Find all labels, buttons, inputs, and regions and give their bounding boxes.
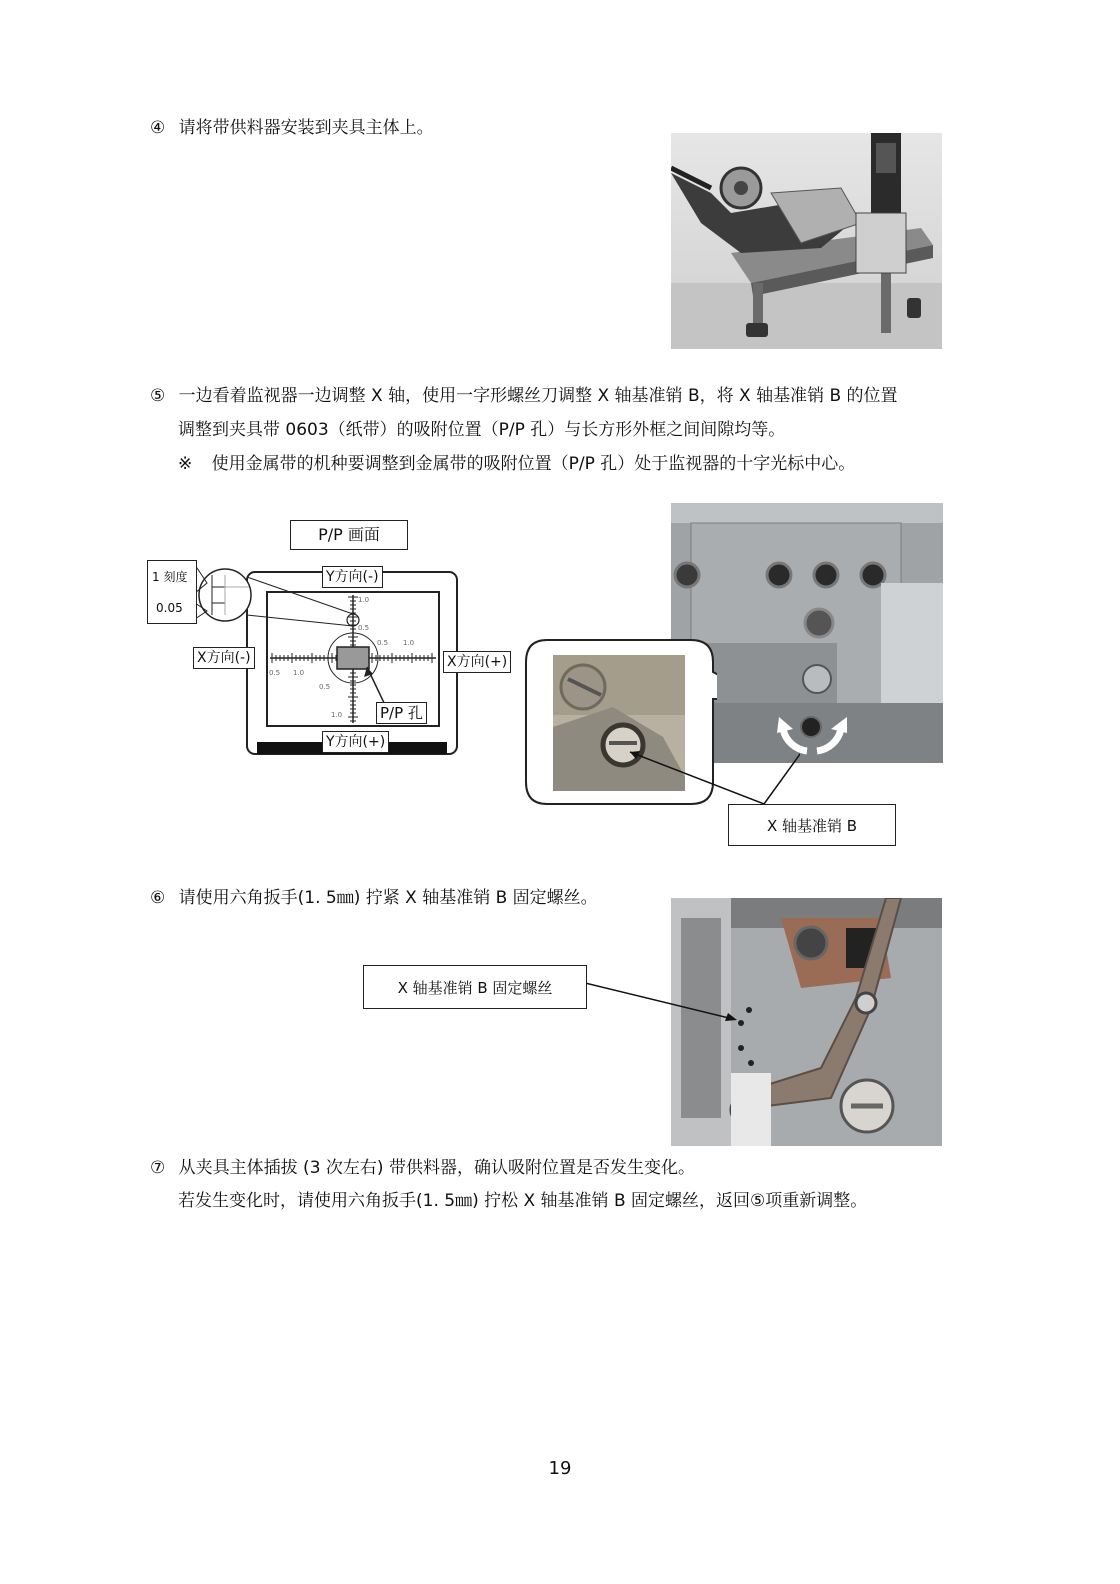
tick-label: 1.0	[293, 669, 305, 677]
scale-label: 1 刻度	[152, 570, 188, 584]
tick-label: 1.0	[358, 596, 370, 604]
pp-hole-label: P/P 孔	[376, 702, 427, 724]
scale-value: 0.05	[156, 601, 183, 615]
monitor-drawing	[145, 515, 525, 765]
tick-label: 0.5	[319, 683, 331, 691]
y-minus-label: Y方向(-)	[322, 566, 383, 588]
tick-label: 1.0	[403, 639, 415, 647]
step-text: 请将带供料器安装到夹具主体上。	[178, 118, 434, 138]
pp-screen-title: P/P 画面	[290, 520, 408, 550]
x-plus-label: X方向(+)	[443, 651, 511, 673]
step-6	[150, 886, 598, 910]
step-number: ④	[150, 118, 166, 138]
step-5-note	[178, 452, 855, 476]
step-text: 从夹具主体插拔 (3 次左右) 带供料器，确认吸附位置是否发生变化。	[178, 1158, 695, 1178]
scale-box	[147, 560, 197, 624]
step-7-line2: 若发生变化时，请使用六角扳手(1. 5㎜) 拧松 X 轴基准销 B 固定螺丝，返回⑤项重新调整。	[178, 1191, 868, 1211]
step-text: 请使用六角扳手(1. 5㎜) 拧紧 X 轴基准销 B 固定螺丝。	[178, 888, 598, 908]
feeder-jig-photo	[671, 133, 942, 349]
tick-label: 0.5	[358, 624, 370, 632]
note-text: 使用金属带的机种要调整到金属带的吸附位置（P/P 孔）处于监视器的十字光标中心。	[211, 454, 856, 474]
y-plus-label: Y方向(+)	[322, 731, 389, 753]
tick-label: 0.5	[377, 639, 389, 647]
note-mark: ※	[178, 454, 193, 474]
step-5-line1	[150, 384, 898, 408]
tick-label: 1.0	[331, 711, 343, 719]
step-number: ⑤	[150, 386, 166, 406]
step-number: ⑥	[150, 888, 166, 908]
step-4	[150, 116, 434, 140]
step-7-line1	[150, 1156, 695, 1180]
x-minus-label: X方向(-)	[193, 647, 255, 669]
step-number: ⑦	[150, 1158, 166, 1178]
screw-arrow	[585, 975, 745, 1035]
pin-b-callout: X 轴基准销 B	[728, 804, 896, 846]
tick-label: 0.5	[269, 669, 281, 677]
step-5-line2: 调整到夹具带 0603（纸带）的吸附位置（P/P 孔）与长方形外框之间间隙均等。	[178, 420, 786, 440]
step-text: 一边看着监视器一边调整 X 轴，使用一字形螺丝刀调整 X 轴基准销 B，将 X 轴基准销 B 的位置	[178, 386, 898, 406]
pp-screen-diagram	[145, 515, 525, 765]
page-number: 19	[548, 1458, 572, 1479]
pin-b-screw-callout: X 轴基准销 B 固定螺丝	[363, 965, 587, 1009]
